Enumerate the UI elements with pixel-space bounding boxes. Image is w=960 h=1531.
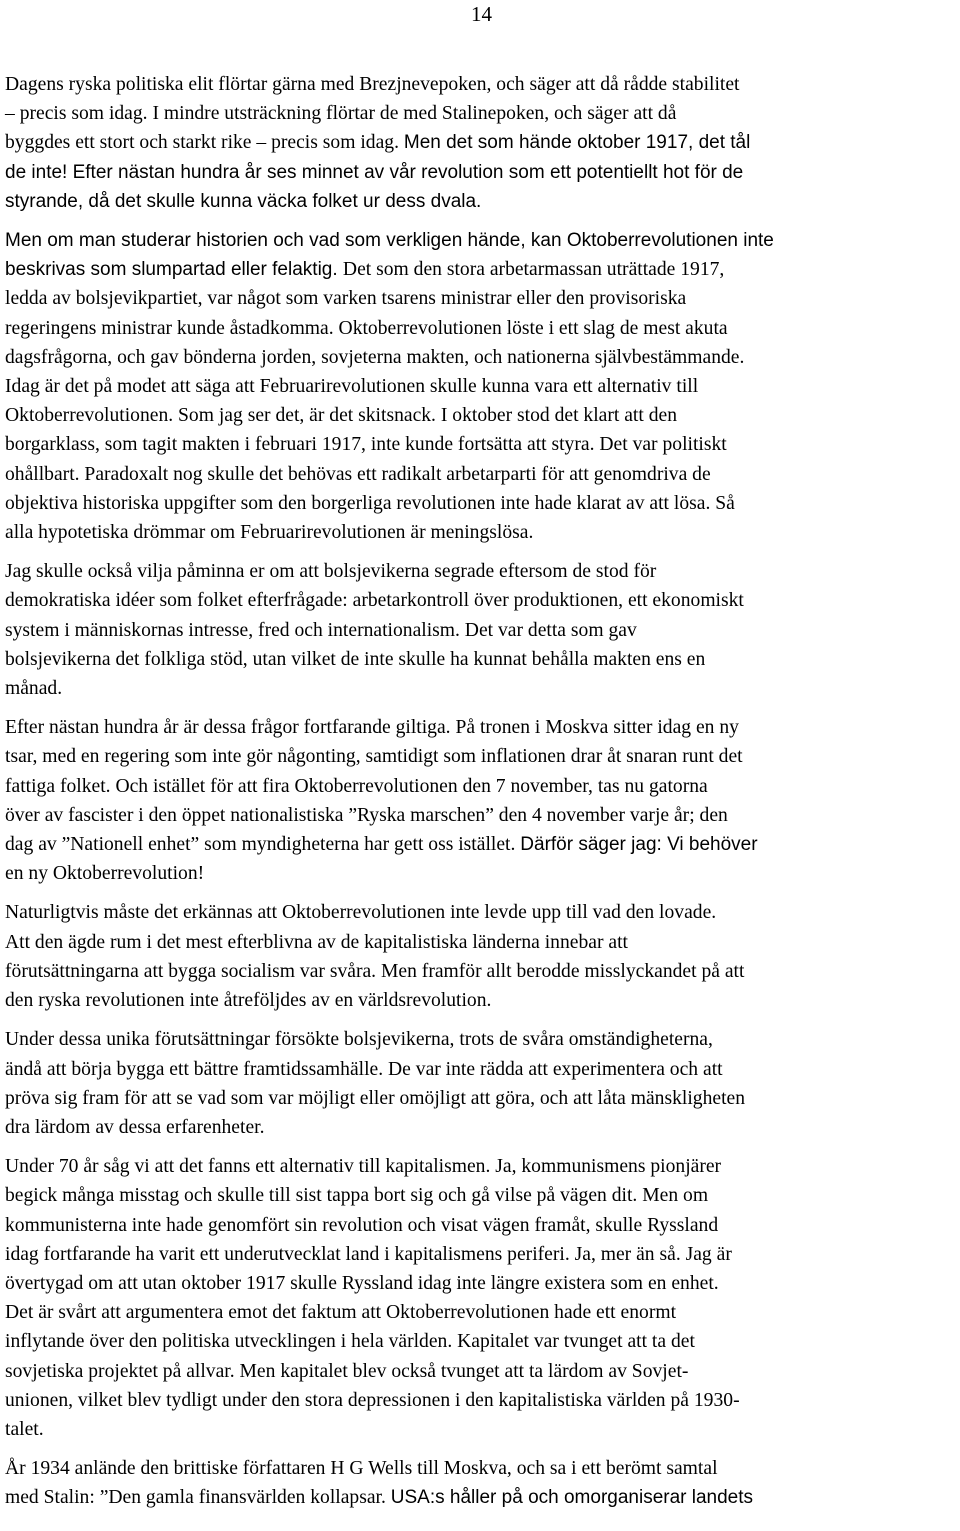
text-segment: USA:s håller på och omorganiserar landets [390,1487,754,1509]
text-segment: Det är svårt att argumentera emot det faktum att Oktoberrevolutionen hade ett enormt [5,1302,677,1324]
text-line [5,1327,960,1356]
text-line [5,1357,960,1386]
text-segment: tsar, med en regering som inte gör någonting, samtidigt som inflationen drar åt snaran runt det [5,746,743,768]
text-line [5,1152,960,1181]
text-segment: övertygad om att utan oktober 1917 skulle Ryssland idag inte längre existera som en enhet. [5,1272,719,1294]
text-line [5,1298,960,1327]
text-line [5,1483,960,1512]
text-segment: förutsättningarna att bygga socialism var svåra. Men framför allt berodde misslyckandet på att [5,960,745,982]
paragraph [5,713,960,888]
text-line [5,645,960,674]
text-segment: ledda av bolsjevikpartiet, var något som varken tsarens ministrar eller den provisoriska [5,288,687,310]
text-segment: månad. [5,678,63,700]
text-line [5,70,960,99]
text-segment: ändå att börja bygga ett bättre framtidssamhälle. De var inte rädda att experimentera och att [5,1058,723,1080]
text-line [5,1113,960,1142]
text-segment: system i människornas intresse, fred och internationalism. Det var detta som gav [5,619,637,641]
text-segment: över av fascister i den öppet nationalistiska ”Ryska marschen” den 4 november varje år; den [5,804,728,826]
text-segment: en ny Oktoberrevolution! [5,863,205,885]
text-line [5,1211,960,1240]
text-line [5,1181,960,1210]
text-segment: alla hypotetiska drömmar om Februarirevolutionen är meningslösa. [5,522,534,544]
text-line [5,742,960,771]
text-line [5,772,960,801]
text-segment: styrande, då det skulle kunna väcka folket ur dess dvala. [5,190,482,212]
text-line [5,1084,960,1113]
text-line [5,314,960,343]
text-line [5,928,960,957]
text-line [5,830,960,859]
text-segment: Oktoberrevolutionen. Som jag ser det, är det skitsnack. I oktober stod det klart att den [5,405,678,427]
text-segment: Efter nästan hundra år är dessa frågor fortfarande giltiga. På tronen i Moskva sitter idag en ny [5,717,739,739]
page-number: 14 [471,2,492,26]
text-segment: Det som den stora arbetarmassan uträttade 1917, [342,259,725,281]
text-segment: Men om man studerar historien och vad som verkligen hände, kan Oktoberrevolutionen inte [5,230,774,252]
text-line [5,898,960,927]
text-segment: beskrivas som slumpartad eller felaktig. [5,259,343,281]
text-line [5,99,960,128]
text-line [5,1454,960,1483]
paragraph [5,1152,960,1444]
text-segment: idag fortfarande ha varit ett underutvecklat land i kapitalismens periferi. Ja, mer än så. Jag är [5,1243,732,1265]
text-segment: Under dessa unika förutsättningar försökte bolsjevikerna, trots de svåra omständigheterna, [5,1029,713,1051]
paragraph [5,898,960,1015]
text-segment: ohållbart. Paradoxalt nog skulle det behövas ett radikalt arbetarparti för att genomdriva de [5,463,711,485]
text-line [5,957,960,986]
text-segment: borgarklass, som tagit makten i februari 1917, inte kunde fortsätta att styra. Det var politiskt [5,434,727,456]
text-segment: Under 70 år såg vi att det fanns ett alternativ till kapitalismen. Ja, kommunismens pionjärer [5,1156,722,1178]
text-line [5,284,960,313]
text-segment: pröva sig fram för att se vad som var möjligt eller omöjligt att göra, och att låta mänskligheten [5,1087,746,1109]
text-line [5,255,960,284]
text-segment: Idag är det på modet att säga att Februarirevolutionen skulle kunna vara ett alternativ till [5,376,699,398]
text-segment: dag av ”Nationell enhet” som myndigheterna har gett oss istället. [5,834,521,856]
text-segment: Dagens ryska politiska elit flörtar gärna med Brezjnevepoken, och säger att då rådde stabilitet [5,74,740,95]
text-line [5,430,960,459]
text-segment: kommunisterna inte hade genomfört sin revolution och visat vägen framåt, skulle Ryssland [5,1214,719,1236]
paragraph [5,1025,960,1142]
paragraph [5,226,960,547]
text-segment: objektiva historiska uppgifter som den borgerliga revolutionen inte hade klarat av att lösa. Så [5,492,735,514]
text-line [5,1240,960,1269]
text-segment: talet. [5,1418,44,1440]
text-line [5,986,960,1015]
text-segment: den ryska revolutionen inte åtreföljdes av en världsrevolution. [5,990,492,1012]
text-segment: de inte! Efter nästan hundra år ses minnet av vår revolution som ett potentiellt hot för de [5,161,744,183]
text-line [5,801,960,830]
paragraph [5,70,960,216]
text-line [5,1386,960,1415]
text-line [5,586,960,615]
text-segment: bolsjevikerna det folkliga stöd, utan vilket de inte skulle ha kunnat behålla makten ens en [5,648,706,670]
text-segment: Därför säger jag: Vi behöver [520,834,758,856]
text-line [5,401,960,430]
text-segment: År 1934 anlände den brittiske författaren H G Wells till Moskva, och sa i ett berömt samtal [5,1458,718,1480]
text-line [5,460,960,489]
text-segment: demokratiska idéer som folket efterfrågade: arbetarkontroll över produktionen, ett ekonomiskt [5,590,744,612]
text-segment: med Stalin: ”Den gamla finansvärlden kollapsar. [5,1487,391,1509]
text-line [5,1055,960,1084]
text-segment: regeringens ministrar kunde åstadkomma. Oktoberrevolutionen löste i ett slag de mest akuta [5,317,728,339]
text-line [5,1415,960,1444]
text-line [5,616,960,645]
text-segment: byggdes ett stort och starkt rike – precis som idag. [5,132,404,154]
text-line [5,1269,960,1298]
text-line [5,489,960,518]
text-segment: begick många misstag och skulle till sist tappa bort sig och gå vilse på vägen dit. Men om [5,1185,709,1207]
text-line [5,859,960,888]
text-line [5,372,960,401]
text-segment: dra lärdom av dessa erfarenheter. [5,1116,265,1138]
text-segment: – precis som idag. I mindre utsträckning flörtar de med Stalinepoken, och säger att då [5,103,677,125]
document-body [5,70,960,1523]
text-segment: fattiga folket. Och istället för att fira Oktoberrevolutionen den 7 november, tas nu gatorna [5,775,708,797]
text-line [5,128,960,157]
text-line [5,226,960,255]
text-segment: Men det som hände oktober 1917, det tål [403,132,751,154]
text-line [5,518,960,547]
text-line [5,1025,960,1054]
text-line [5,557,960,586]
text-line [5,713,960,742]
text-line [5,343,960,372]
text-line [5,187,960,216]
paragraph [5,1454,960,1512]
text-segment: dagsfrågorna, och gav bönderna jorden, sovjeterna makten, och nationerna självbestämmande. [5,346,745,368]
text-line [5,158,960,187]
text-segment: sovjetiska projektet på allvar. Men kapitalet blev också tvunget att ta lärdom av Sovjet- [5,1360,689,1382]
text-segment: Jag skulle också vilja påminna er om att bolsjevikerna segrade eftersom de stod för [5,561,657,583]
text-segment: Naturligtvis måste det erkännas att Oktoberrevolutionen inte levde upp till vad den lovade. [5,902,717,924]
text-segment: unionen, vilket blev tydligt under den stora depressionen i den kapitalistiska världen på 1930- [5,1389,740,1411]
paragraph [5,557,960,703]
text-segment: inflytande över den politiska utvecklingen i hela världen. Kapitalet var tvunget att ta det [5,1331,695,1353]
text-segment: Att den ägde rum i det mest efterblivna av de kapitalistiska länderna innebar att [5,931,628,953]
text-line [5,674,960,703]
